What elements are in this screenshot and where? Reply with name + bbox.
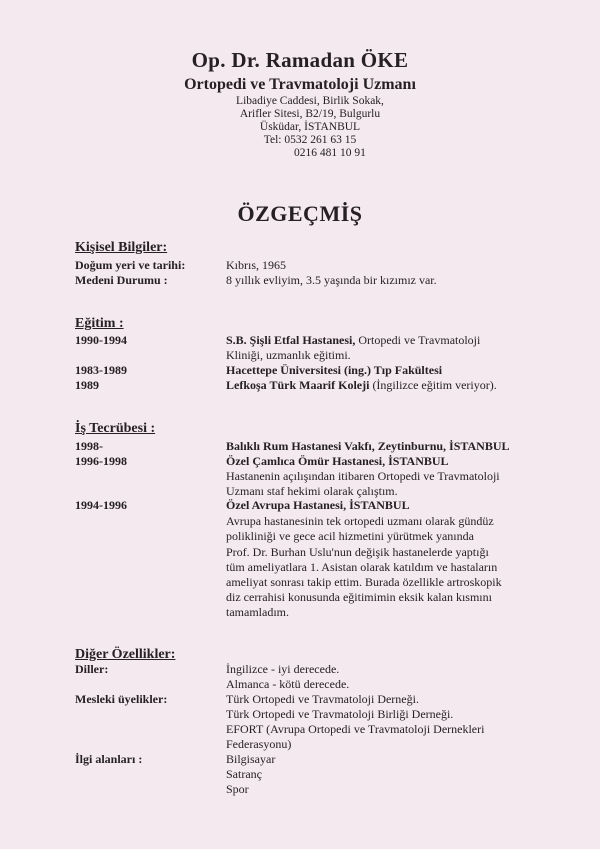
exp-years: 1996-1998 [75, 454, 127, 468]
exp-years: 1994-1996 [75, 498, 127, 512]
marital-value: 8 yıllık evliyim, 3.5 yaşında bir kızımız var. [226, 273, 437, 287]
exp-institution: Özel Avrupa Hastanesi, İSTANBUL [226, 498, 410, 512]
other-heading: Diğer Özellikler: [75, 647, 176, 662]
membership-item: EFORT (Avrupa Ortopedi ve Travmatoloji Dernekleri [226, 722, 485, 736]
edu-detail: (İngilizce eğitim veriyor). [369, 378, 497, 392]
interests-label: İlgi alanları : [75, 752, 143, 766]
birth-label: Doğum yeri ve tarihi: [75, 258, 186, 272]
edu-entry [226, 378, 586, 394]
exp-desc: Avrupa hastanesinin tek ortopedi uzmanı olarak gündüz [226, 514, 494, 528]
exp-years: 1998- [75, 439, 103, 453]
page-title: ÖZGEÇMİŞ [237, 201, 363, 226]
exp-desc: tamamladım. [226, 605, 289, 619]
language-item: Almanca - kötü derecede. [226, 677, 350, 691]
languages-label: Diller: [75, 662, 109, 676]
edu-years: 1983-1989 [75, 363, 127, 377]
exp-desc: tüm ameliyatlara 1. Asistan olarak katıldım ve hastaların [226, 560, 498, 574]
phone-2: 0216 481 10 91 [294, 147, 366, 159]
membership-item: Federasyonu) [226, 737, 292, 751]
phone-1: Tel: 0532 261 63 15 [263, 134, 357, 146]
exp-desc: polikliniği ve gece acil hizmetini yürütmek yanında [226, 529, 474, 543]
membership-item: Türk Ortopedi ve Travmatoloji Birliği Derneği. [226, 707, 454, 721]
interest-item: Spor [226, 782, 249, 796]
edu-years: 1990-1994 [75, 333, 127, 347]
address-line-3: Üsküdar, İSTANBUL [259, 121, 361, 133]
exp-institution: Özel Çamlıca Ömür Hastanesi, İSTANBUL [226, 454, 449, 468]
interest-item: Satranç [226, 767, 262, 781]
exp-desc: ameliyat sonrası takip ettim. Burada özellikle artroskopik [226, 575, 502, 589]
birth-value: Kıbrıs, 1965 [226, 258, 286, 272]
education-heading: Eğitim : [75, 316, 124, 331]
edu-detail: Ortopedi ve Travmatoloji [355, 333, 481, 347]
experience-heading: İş Tecrübesi : [75, 421, 156, 436]
edu-institution: Hacettepe Üniversitesi (ing.) Tıp Fakültesi [226, 363, 443, 377]
memberships-label: Mesleki üyelikler: [75, 692, 168, 706]
exp-desc: Uzmanı staf hekimi olarak çalıştım. [226, 484, 398, 498]
edu-detail-line2: Kliniği, uzmanlık eğitimi. [226, 348, 351, 362]
exp-desc: Prof. Dr. Burhan Uslu'nun değişik hastanelerde yaptığı [226, 545, 489, 559]
edu-entry [226, 333, 586, 349]
interest-item: Bilgisayar [226, 752, 276, 766]
exp-institution: Balıklı Rum Hastanesi Vakfı, Zeytinburnu, İSTANBUL [226, 439, 510, 453]
address-line-1: Libadiye Caddesi, Birlik Sokak, [236, 95, 384, 107]
personal-heading: Kişisel Bilgiler: [75, 240, 168, 255]
edu-institution: S.B. Şişli Etfal Hastanesi, [226, 333, 356, 347]
doctor-name: Op. Dr. Ramadan ÖKE [191, 48, 409, 72]
edu-institution: Lefkoşa Türk Maarif Koleji [226, 378, 370, 392]
exp-desc: Hastanenin açılışından itibaren Ortopedi ve Travmatoloji [226, 469, 500, 483]
specialty: Ortopedi ve Travmatoloji Uzmanı [184, 76, 416, 93]
membership-item: Türk Ortopedi ve Travmatoloji Derneği. [226, 692, 419, 706]
address-line-2: Arifler Sitesi, B2/19, Bulgurlu [239, 108, 381, 120]
exp-desc: diz cerrahisi konusunda eğitimimin eksik kalan kısmını [226, 590, 492, 604]
marital-label: Medeni Durumu : [75, 273, 168, 287]
edu-years: 1989 [75, 378, 99, 392]
language-item: İngilizce - iyi derecede. [226, 662, 340, 676]
